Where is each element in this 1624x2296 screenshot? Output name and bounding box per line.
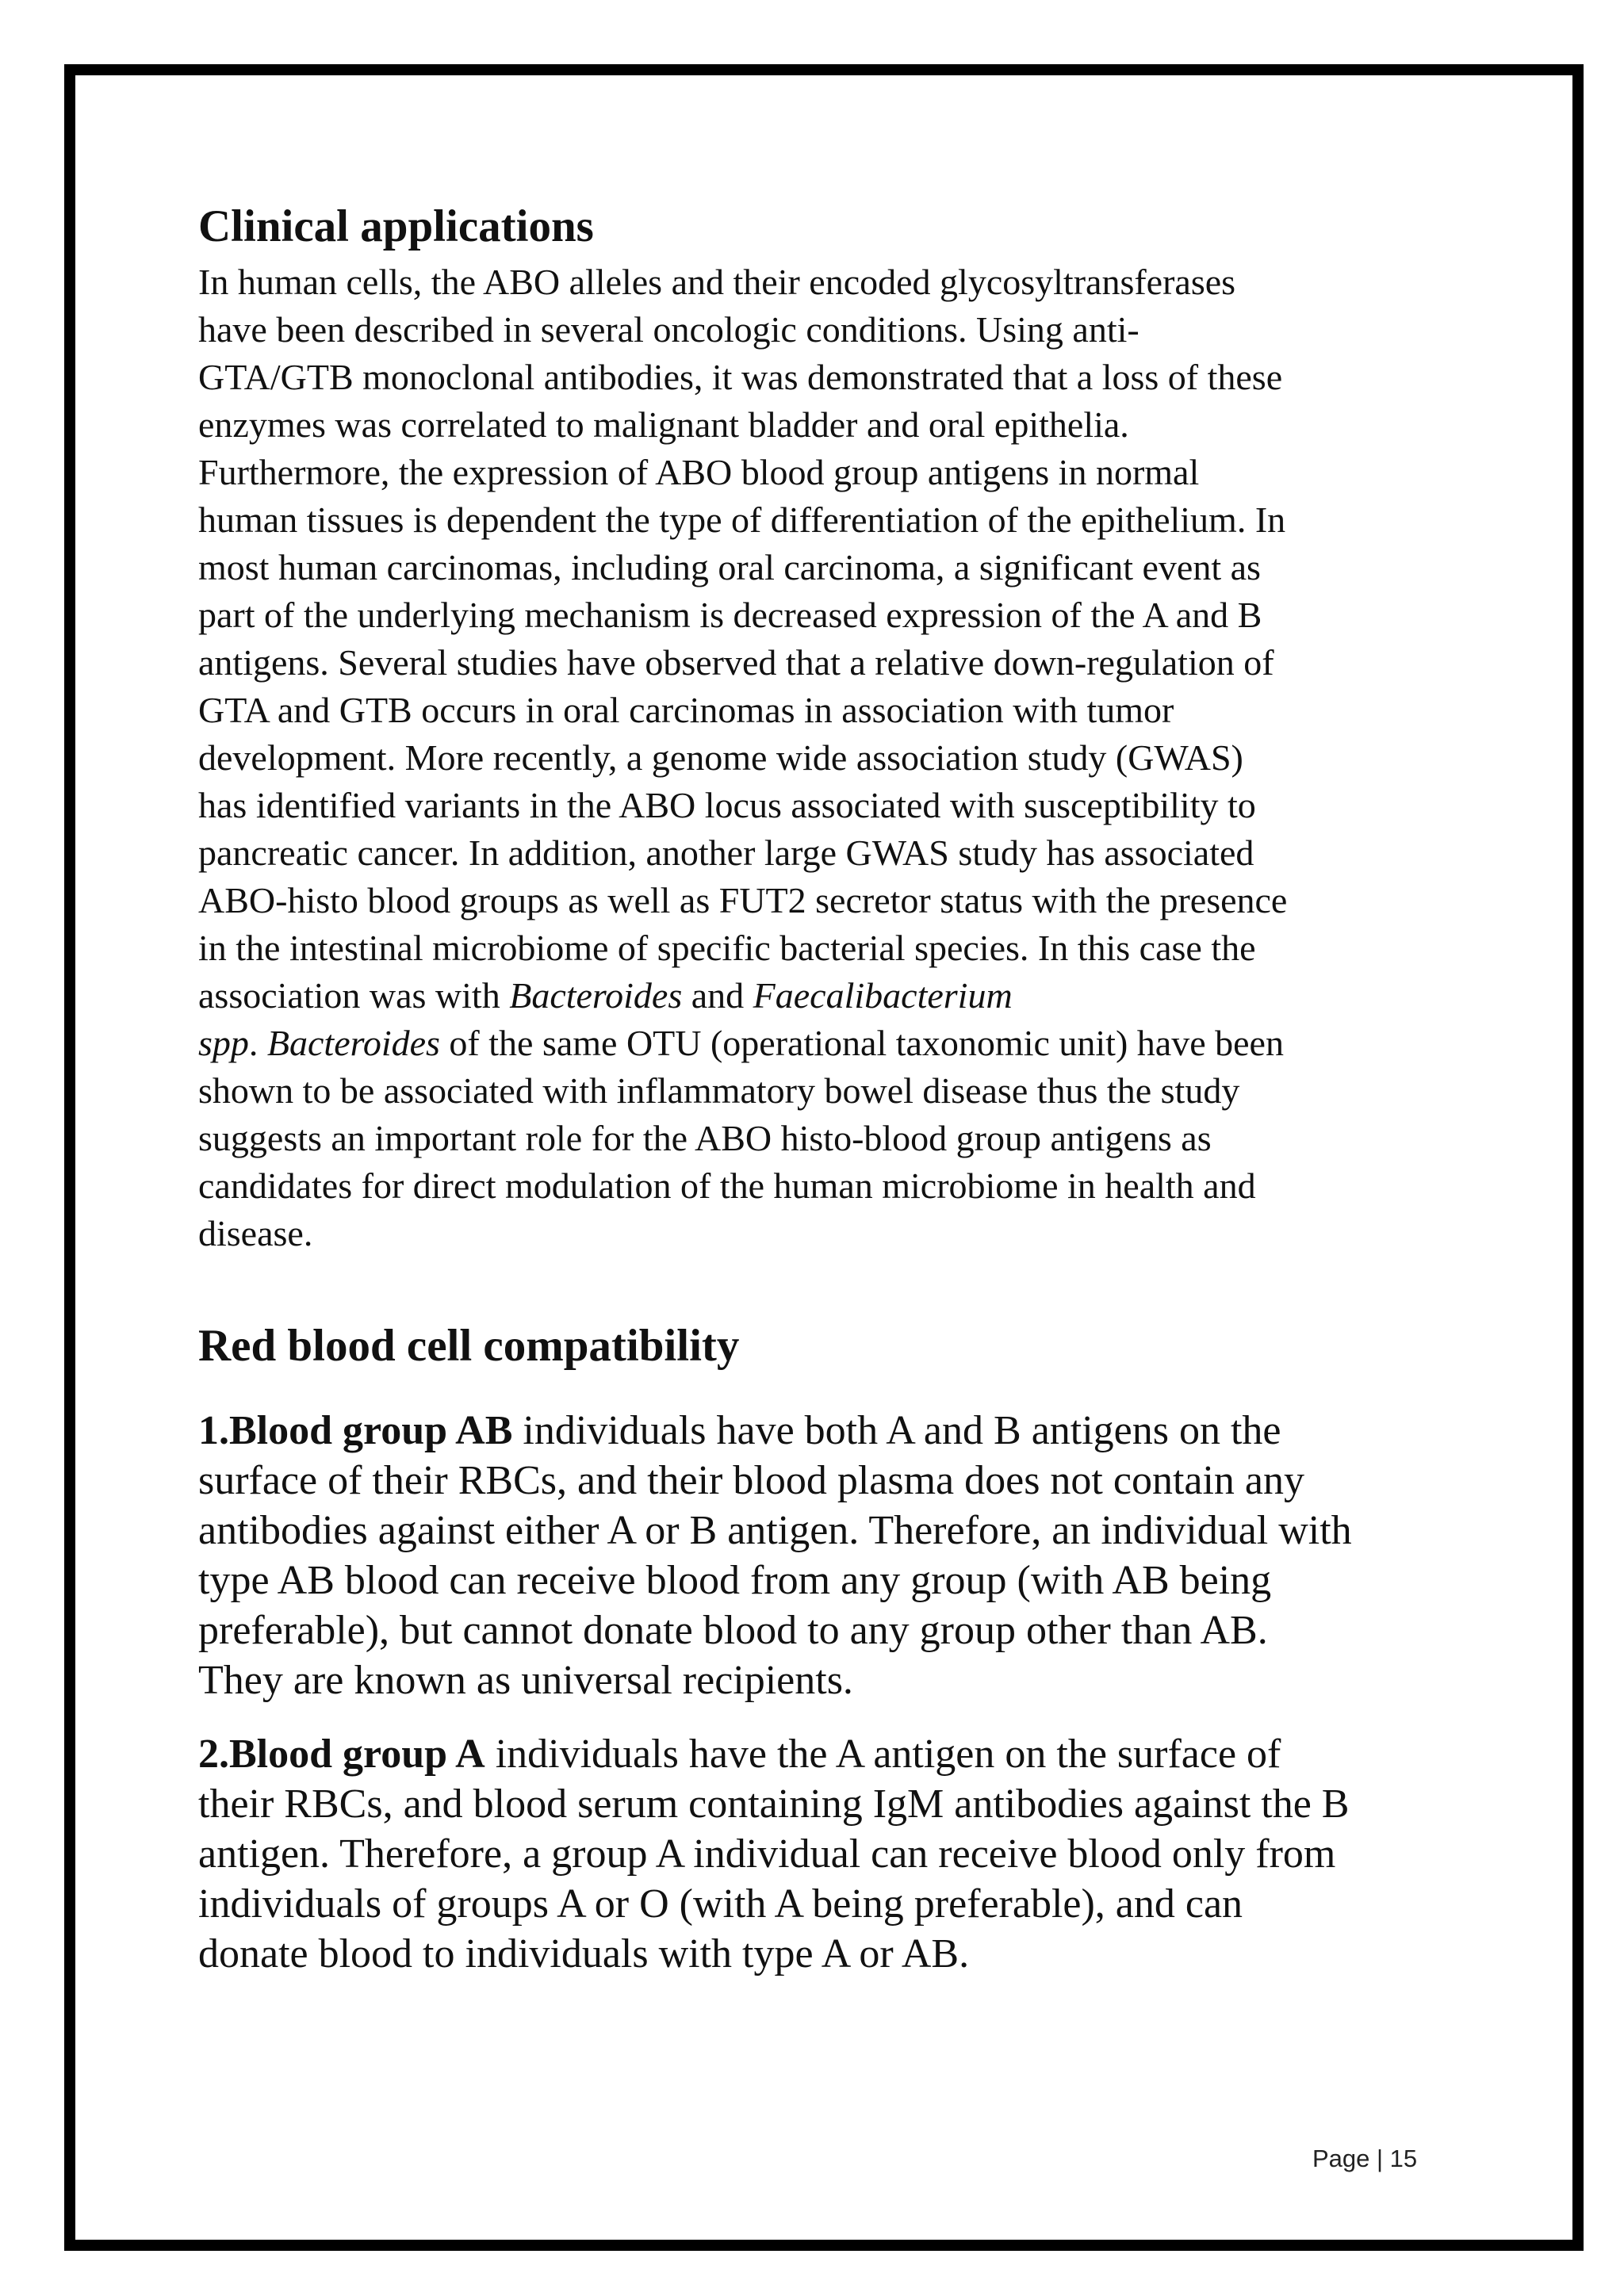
clinical-applications-paragraph [198, 258, 1435, 1257]
italic-faecalibacterium: Faecalibacterium [753, 975, 1013, 1016]
paragraph-and-word: and [682, 975, 753, 1016]
section-heading-clinical-applications: Clinical applications [198, 201, 594, 251]
page-number: Page | 15 [1312, 2145, 1418, 2172]
item-lead-a: 2.Blood group A [198, 1731, 485, 1777]
item-lead-ab: 1.Blood group AB [198, 1407, 513, 1453]
section-heading-rbc-compatibility: Red blood cell compatibility [198, 1321, 740, 1372]
page-content [198, 190, 1435, 1979]
paragraph-period: . [248, 1023, 267, 1064]
compatibility-item-ab [198, 1406, 1435, 1705]
item-text-ab: individuals have both A and B antigens on the surface of their RBCs, and their blood plasma does not contain any antibodies against either A or B antigen. Therefore, an individual with type AB blood can receive blood from any group (with AB being preferable), but cannot donate blood to any group other than AB. They are known as universal recipients. [198, 1407, 1352, 1703]
italic-bacteroides-2: Bacteroides [266, 1023, 440, 1064]
italic-bacteroides: Bacteroides [509, 975, 683, 1016]
italic-spp: spp [198, 1023, 249, 1064]
compatibility-item-a [198, 1729, 1435, 1979]
paragraph-text-part2: of the same OTU (operational taxonomic unit) have been shown to be associated with inflammatory bowel disease thus the study suggests an important role for the ABO histo-blood group antigens as candidates for direct modulation of the human microbiome in health and disease. [198, 1023, 1284, 1254]
item-text-a: individuals have the A antigen on the surface of their RBCs, and blood serum containing IgM antibodies against the B antigen. Therefore, a group A individual can receive blood only from individuals of groups A or O (with A being preferable), and can donate blood to individuals with type A or AB. [198, 1731, 1350, 1976]
paragraph-text-part1: In human cells, the ABO alleles and their encoded glycosyltransferases have been described in several oncologic conditions. Using anti- GTA/GTB monoclonal antibodies, it was demonstrated that a loss of these enzymes was correlated to malignant bladder and oral epithelia. Furthermore, the expression of ABO blood group antigens in normal human tissues is dependent the type of differentiation of the epithelium. In most human carcinomas, including oral carcinoma, a significant event as part of the underlying mechanism is decreased expression of the A and B antigens. Several studies have observed that a relative down-regulation of GTA and GTB occurs in oral carcinomas in association with tumor development. More recently, a genome wide association study (GWAS) has identified variants in the ABO locus associated with susceptibility to pancreatic cancer. In addition, another large GWAS study has associated ABO-histo blood groups as well as FUT2 secretor status with the presence in the intestinal microbiome of specific bacterial species. In this case the association was with [198, 262, 1288, 1016]
